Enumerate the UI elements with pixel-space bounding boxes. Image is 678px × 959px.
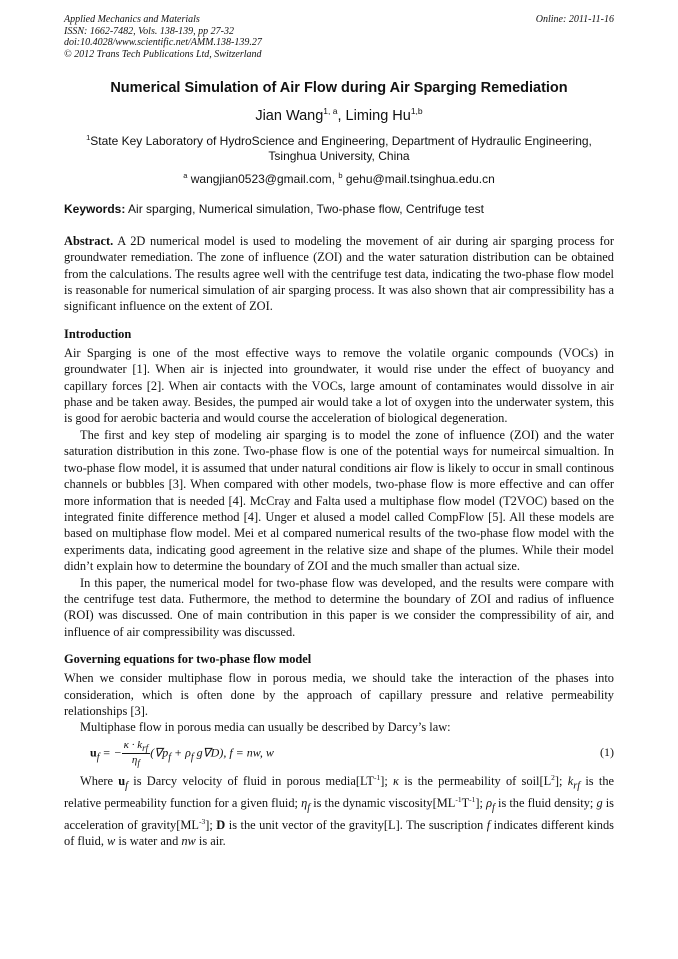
def-text-11: ]; [205,817,217,832]
def-text-15: is air. [195,833,226,848]
def-text-7: T [461,795,470,810]
def-sup-3: -1 [455,794,462,804]
abstract-text: A 2D numerical model is used to modeling the movement of air during air sparging process for groundwater remediation. The zone of influence (ZOI) and the water saturation distribution can be obtained from the calculations. The results agree well with the centrifuge test data, indicating the two-phase flow model is reasonable for numerical simulation of air sparging process. It was also shown that air compressibility has a significant influence on the extent of ZOI. [64,233,614,314]
eq-rest-b: + ρ [171,745,191,760]
email-a-marker: a [183,170,188,180]
var-f: f [486,817,491,832]
abstract-label: Abstract. [64,233,114,248]
eq-rest-sub1: f [168,751,172,763]
governing-paragraph-1: When we consider multiphase flow in porous media, we should take the interaction of the phases into consideration, which is often done by the approach of capillary pressure and relative permeability relationships [3]. [64,671,614,718]
def-text-2: ]; [380,773,394,788]
var-kappa: κ [393,773,399,788]
author-2-affil: 1,b [410,106,423,116]
author-2: Liming Hu [345,107,411,124]
var-w: w [107,833,116,848]
section-heading-introduction: Introduction [64,326,132,341]
intro-paragraph-1: Air Sparging is one of the most effective ways to remove the volatile organic compounds (VOCs) in groundwater [1]. When air is injected into groundwater, it would rise under the effect of buoyancy and capillary forces [2]. When air contacts with the VOCs, large amount of contaminates would dissolve in air phase and be taken away. Besides, the pumped air would take a lot of oxygen into the underwater system, this is good for aerobic bacteria and would course the acceleration of biological degeneration. [64,345,614,426]
keywords [64,202,614,216]
var-u-sub: f [125,780,129,792]
affiliation-line-2: Tsinghua University, China [268,148,410,163]
eq-fraction [122,739,151,768]
eq-numerator [122,739,151,754]
eq-lhs: u [90,745,97,760]
keywords-text: Air sparging, Numerical simulation, Two-phase flow, Centrifuge test [125,201,484,216]
var-g: g [596,795,603,810]
section-heading-governing: Governing equations for two-phase flow model [64,652,312,667]
abstract [64,233,614,315]
affiliation-marker: 1 [86,132,91,142]
var-k: k [567,773,574,788]
keywords-label: Keywords: [64,201,126,216]
intro-paragraph-3: In this paper, the numerical model for two-phase flow was developed, and the results were compare with the centrifuge test data. Futhermore, the method to determine the boundary of ZOI and radius of influence (ROI) was discussed. One of main contribution in this paper is we consider the compressibility of air, and influence of air compressibility was discussed. [64,575,614,639]
email-a: wangjian0523@gmail.com, [187,171,339,186]
intro-paragraph-2: The first and key step of modeling air sparging is to model the zone of influence (ZOI) and the water saturation distribution in this zone. Two-phase flow is one of the potential ways for numeircal simualtion. In two-phase flow model, it is assumed that under natural conditions air flow is likely to occur in small continous channels or bubbles [3]. When compared with other models, two-phase flow is more effective and can offer more information that is needed [4]. McCray and Falta used a multiphase flow model (T2VOC) based on the integrated finite difference method [4]. Unger et alused a model called CompFlow [5]. All these models are based on multiphase flow model. Mei et al compared numerical results of the two-phase flow model with the experiments data, indicating good agreement in the relative size and shape of the plumes. While their model didn’t explain how to determine the boundary of ZOI and the much smaller than actual size. [64,427,614,574]
issn-line: ISSN: 1662-7482, Vols. 138-139, pp 27-32 [64,25,234,37]
var-rho: ρ [486,795,493,810]
var-u: u [118,773,126,788]
def-text-9: is the fluid density; [494,795,597,810]
journal-name: Applied Mechanics and Materials [64,14,200,25]
def-text-8: ]; [475,795,487,810]
governing-paragraph-2: Multiphase flow in porous media can usually be described by Darcy’s law: [80,720,451,735]
eq-rest-a: (∇p [150,745,169,760]
online-date: Online: 2011-11-16 [535,14,614,25]
def-text-12: is the unit vector of the gravity[L]. The suscription [225,817,487,832]
eq-rest-sub2: f [190,751,194,763]
def-text-13: indicates different kinds of fluid, [64,817,614,848]
def-text-6: is the dynamic viscosity[ML [310,795,456,810]
def-text-4: ]; [554,773,568,788]
author-separator: , [337,107,346,124]
eq-num-text: κ · k [123,738,143,751]
var-D: D [216,817,226,832]
eq-denominator [122,754,151,768]
affiliation-line-1: State Key Laboratory of HydroScience and Engineering, Department of Hydraulic Engineering, [90,133,592,148]
author-1-affil: 1, a [323,106,338,116]
eq-rest-c: g∇D), f = nw, w [193,745,274,760]
def-sup-2: 2 [551,772,555,782]
journal-header [64,14,614,60]
def-text-14: is water and [115,833,182,848]
eq-equals: = − [99,745,122,760]
where-text: Where [80,773,119,788]
affiliation [64,130,614,164]
eq-num-sub: rf [142,742,149,753]
eq-lhs-sub: f [96,751,100,763]
def-text-5: is the relative permeability function for a given fluid; [64,773,615,810]
equation-1 [64,737,614,771]
def-sup-5: -3 [198,816,206,826]
equation-body [90,739,274,768]
author-list [64,106,614,124]
def-text-1: is Darcy velocity of fluid in porous media[LT [128,773,374,788]
copyright-line: © 2012 Trans Tech Publications Ltd, Switzerland [64,48,262,60]
var-eta-sub: f [307,802,311,814]
equation-number: (1) [600,744,614,759]
def-text-3: is the permeability of soil[L [398,773,552,788]
var-k-sub: rf [573,780,581,792]
author-1: Jian Wang [255,107,324,124]
paper-page [64,14,614,849]
eq-den-text: η [131,753,138,766]
email-b-marker: b [338,170,343,180]
var-rho-sub: f [492,802,495,814]
var-nw: nw [181,833,196,848]
author-emails [64,171,614,186]
email-b: gehu@mail.tsinghua.edu.cn [342,171,495,186]
var-eta: η [301,795,308,810]
paper-title: Numerical Simulation of Air Flow during Air Sparging Remediation [110,80,568,96]
def-text-10: is acceleration of gravity[ML [64,795,615,832]
def-sup-1: -1 [373,772,381,782]
def-sup-4: -1 [469,794,476,804]
eq-den-sub: f [137,758,140,769]
variable-definitions [64,773,614,850]
doi-line: doi:10.4028/www.scientific.net/AMM.138-139.27 [64,37,262,48]
